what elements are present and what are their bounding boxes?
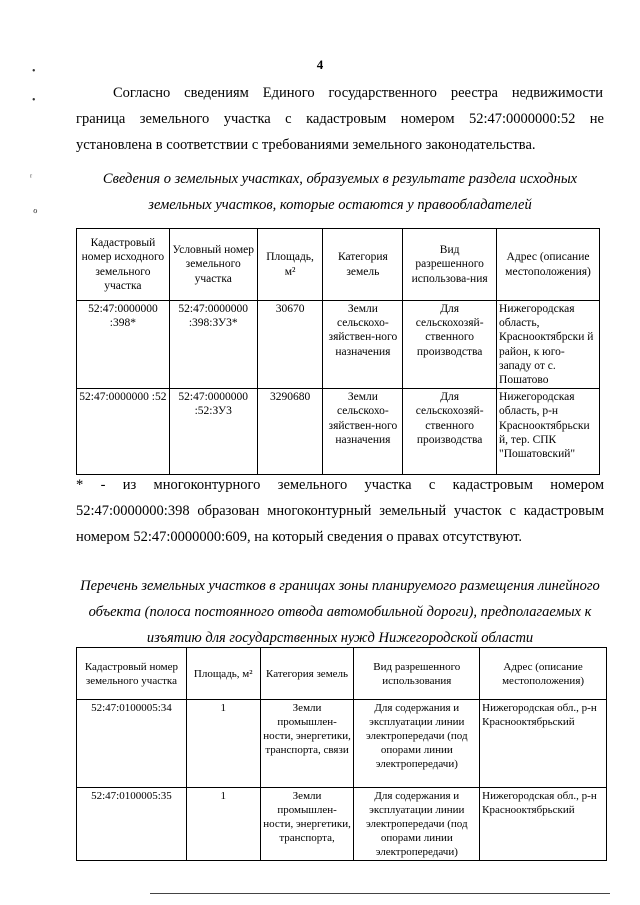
table-cell: Нижегородская обл., р-н Краснооктябрьский <box>480 788 607 861</box>
column-header: Условный номер земельного участка <box>169 229 257 301</box>
table-cell: 1 <box>186 700 260 788</box>
table-row <box>77 788 607 861</box>
scan-mark: ℴ <box>33 205 38 216</box>
section1-heading-line-1: Сведения о земельных участках, образуемых в результате раздела исходных <box>102 171 578 187</box>
page-number: 4 <box>316 57 324 72</box>
column-header: Вид разрешенного использования <box>354 648 480 700</box>
parcels-division-table <box>76 228 600 475</box>
column-header: Категория земель <box>323 229 403 301</box>
table-cell: Для содержания и эксплуатации линии электропередачи (под опорами линии электропередачи) <box>354 700 480 788</box>
table-cell: 30670 <box>257 301 323 389</box>
table-cell: 1 <box>186 788 260 861</box>
footnote-line-2: 52:47:0000000:398 образован многоконтурный земельный участок с кадастровым <box>76 503 604 519</box>
table-cell: Земли сельскохо-зяйствен-ного назначения <box>323 389 403 475</box>
column-header: Категория земель <box>260 648 354 700</box>
table-cell: Для сельскохозяй-ственного производства <box>403 301 497 389</box>
table-cell: 52:47:0000000 :398:ЗУ3* <box>169 301 257 389</box>
column-header: Площадь, м² <box>186 648 260 700</box>
intro-line-1: Согласно сведениям Единого государственного реестра недвижимости <box>113 85 603 101</box>
section1-heading-line-2: земельных участков, которые остаются у правообладателей <box>148 197 532 213</box>
table-header-row <box>77 229 600 301</box>
section2-heading-line-3: изъятию для государственных нужд Нижегородской области <box>146 630 534 646</box>
footnote-line-3: номером 52:47:0000000:609, на который сведения о правах отсутствуют. <box>76 529 522 545</box>
table-cell: Земли промышлен-ности, энергетики, транспорта, <box>260 788 354 861</box>
table-cell: Земли промышлен-ности, энергетики, транспорта, связи <box>260 700 354 788</box>
footnote-line-1: * - из многоконтурного земельного участка с кадастровым номером <box>76 477 604 493</box>
table-cell: 52:47:0000000 :52:ЗУ3 <box>169 389 257 475</box>
table-row <box>77 700 607 788</box>
column-header: Адрес (описание местоположения) <box>497 229 600 301</box>
table-cell: Нижегородская область, Краснооктябрски й район, к юго-западу от с. Пошатово <box>497 301 600 389</box>
table-cell: Для сельскохозяй-ственного производства <box>403 389 497 475</box>
parcels-seizure-table <box>76 647 607 861</box>
scan-mark: ʳ <box>30 172 33 183</box>
section2-heading-line-2: объекта (полоса постоянного отвода автомобильной дороги), предполагаемых к <box>88 604 592 620</box>
table-cell: Земли сельскохо-зяйствен-ного назначения <box>323 301 403 389</box>
table-header-row <box>77 648 607 700</box>
table-cell: Для содержания и эксплуатации линии электропередачи (под опорами линии электропередачи) <box>354 788 480 861</box>
scan-mark: • <box>32 95 36 106</box>
table-row <box>77 301 600 389</box>
table-row <box>77 389 600 475</box>
scan-mark: • <box>32 66 36 77</box>
table-cell: 3290680 <box>257 389 323 475</box>
table-cell: Нижегородская обл., р-н Краснооктябрьский <box>480 700 607 788</box>
column-header: Кадастровый номер исходного земельного участка <box>77 229 170 301</box>
footer-rule <box>150 893 610 894</box>
table-cell: 52:47:0000000 :52 <box>77 389 170 475</box>
section2-heading-line-1: Перечень земельных участков в границах зоны планируемого размещения линейного <box>80 578 600 594</box>
column-header: Площадь, м² <box>257 229 323 301</box>
table-cell: Нижегородская область, р-н Краснооктябрьски й, тер. СПК "Пошатовский" <box>497 389 600 475</box>
column-header: Адрес (описание местоположения) <box>480 648 607 700</box>
intro-line-3: установлена в соответствии с требованиями земельного законодательства. <box>76 137 536 153</box>
column-header: Кадастровый номер земельного участка <box>77 648 187 700</box>
table-cell: 52:47:0000000 :398* <box>77 301 170 389</box>
intro-line-2: граница земельного участка с кадастровым номером 52:47:0000000:52 не <box>76 111 604 127</box>
table-cell: 52:47:0100005:34 <box>77 700 187 788</box>
column-header: Вид разрешенного использова-ния <box>403 229 497 301</box>
table-cell: 52:47:0100005:35 <box>77 788 187 861</box>
